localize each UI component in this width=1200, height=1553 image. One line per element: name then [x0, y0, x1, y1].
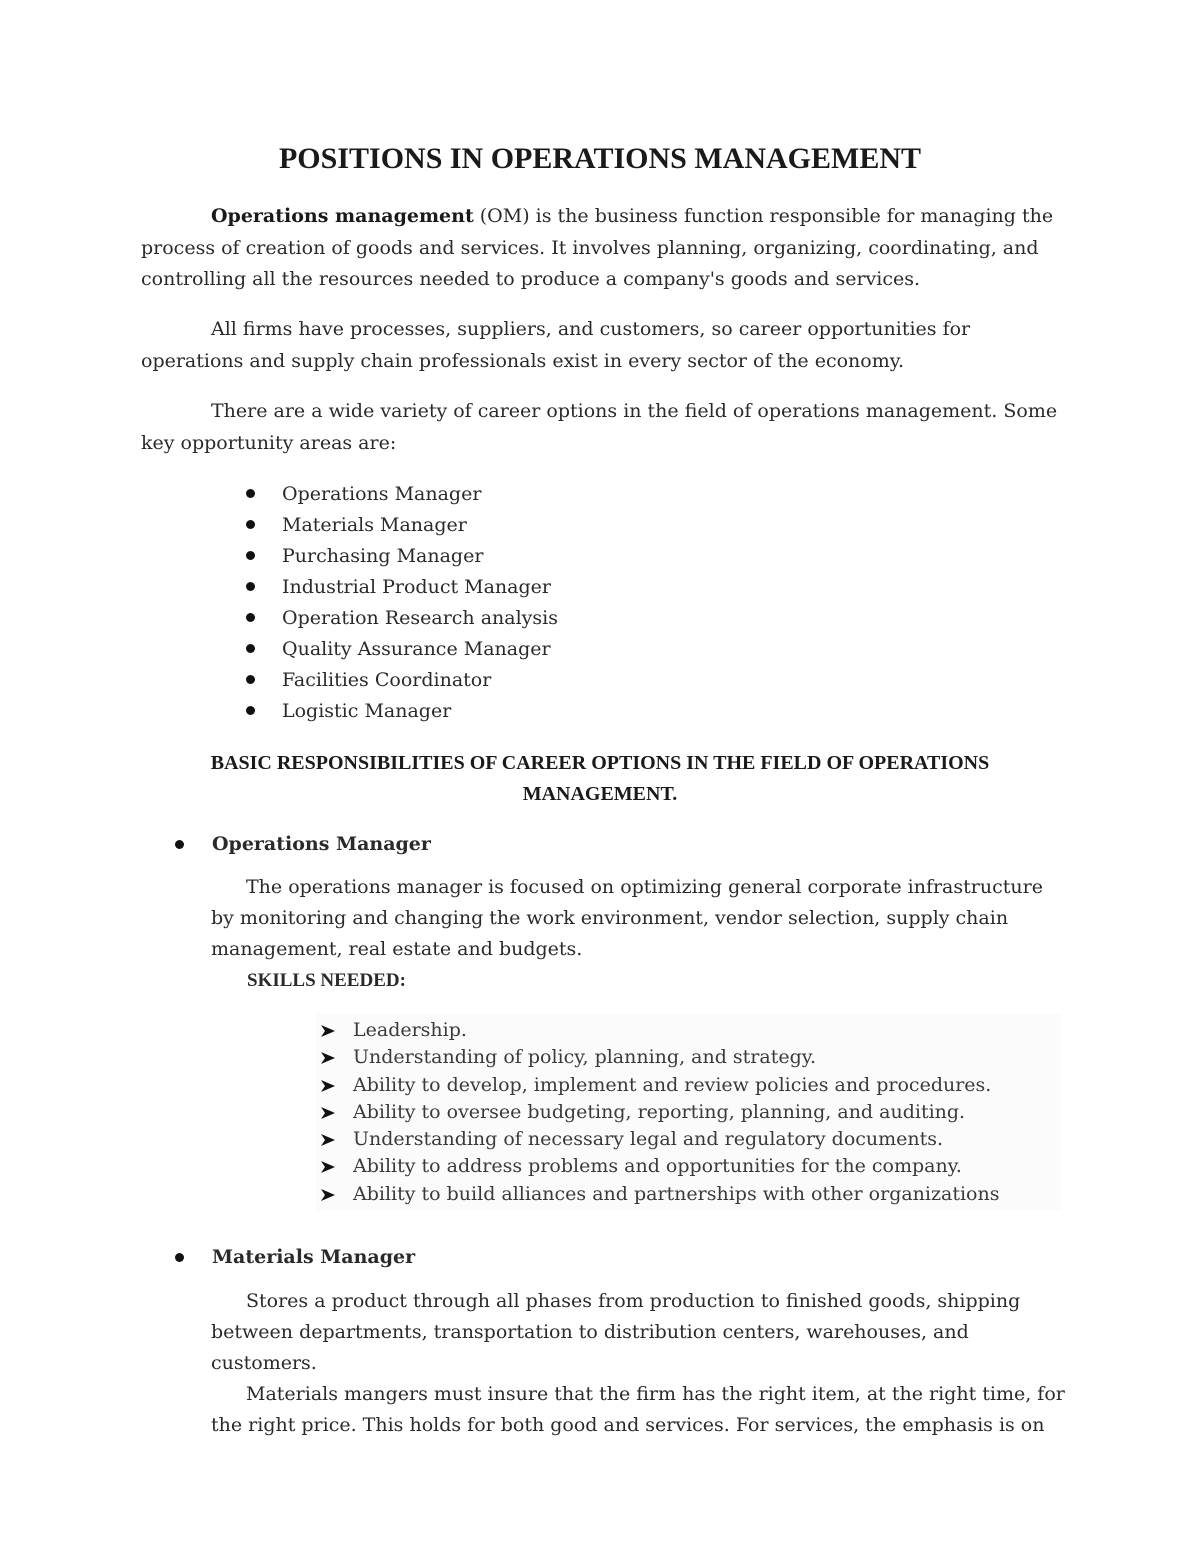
list-item-label: Industrial Product Manager [282, 576, 551, 598]
section-heading [130, 748, 1070, 810]
bullet-icon [246, 613, 255, 622]
arrow-bullet-icon [320, 1160, 336, 1174]
skill-label: Ability to develop, implement and review policies and procedures. [353, 1073, 992, 1096]
paragraph-career-opportunities [141, 314, 1066, 377]
intro-paragraph [141, 201, 1066, 296]
skill-label: Ability to oversee budgeting, reporting, planning, and auditing. [353, 1100, 966, 1123]
role-description-text: Materials mangers must insure that the firm has the right item, at the right time, for the right price. This holds for both good and services. For services, the emphasis is on [211, 1383, 1065, 1436]
role-title-label: Operations Manager [212, 833, 431, 855]
arrow-bullet-icon [320, 1106, 336, 1120]
list-item-label: Materials Manager [282, 514, 467, 536]
list-item-label: Quality Assurance Manager [282, 638, 551, 660]
bullet-icon [175, 840, 184, 849]
list-item [318, 1044, 999, 1071]
arrow-bullet-icon [320, 1133, 336, 1147]
role-description-materials-manager [211, 1286, 1071, 1441]
section-heading-line2: MANAGEMENT. [522, 783, 678, 805]
paragraph-career-options [141, 396, 1066, 459]
skill-label: Understanding of policy, planning, and strategy. [353, 1046, 817, 1069]
list-item [318, 1072, 999, 1099]
list-item-label: Logistic Manager [282, 700, 452, 722]
list-item [244, 541, 558, 572]
bullet-icon [246, 551, 255, 560]
intro-bold-term: Operations management [211, 205, 474, 227]
skill-label: Leadership. [353, 1019, 467, 1041]
intro-text: (OM) is the business function responsible for managing the process of creation of goods and services. It involves planning, organizing, coordinating, and controlling all the resources needed to produce a company's goods and services. [141, 205, 1054, 290]
list-item [244, 696, 558, 727]
arrow-bullet-icon [320, 1024, 336, 1038]
skill-label: Ability to build alliances and partnerships with other organizations [353, 1182, 1000, 1205]
paragraph-text: There are a wide variety of career options in the field of operations management. Some key opportunity areas are: [141, 400, 1058, 454]
arrow-bullet-icon [320, 1079, 336, 1093]
bullet-icon [246, 582, 255, 591]
skill-label: Understanding of necessary legal and regulatory documents. [353, 1128, 944, 1151]
positions-list [244, 479, 558, 727]
list-item [244, 603, 558, 634]
list-item-label: Operation Research analysis [282, 607, 558, 629]
list-item-label: Facilities Coordinator [282, 669, 492, 691]
list-item [244, 665, 558, 696]
bullet-icon [246, 489, 255, 498]
role-title-materials-manager [175, 1242, 415, 1273]
list-item [318, 1017, 999, 1044]
role-description-operations-manager [211, 872, 1071, 965]
paragraph-text: All firms have processes, suppliers, and customers, so career opportunities for operations and supply chain professionals exist in every sector of the economy. [141, 318, 971, 372]
role-title-label: Materials Manager [212, 1246, 416, 1268]
bullet-icon [246, 520, 255, 529]
bullet-icon [246, 644, 255, 653]
list-item [244, 634, 558, 665]
page-title: POSITIONS IN OPERATIONS MANAGEMENT [278, 142, 922, 175]
arrow-bullet-icon [320, 1188, 336, 1202]
list-item [318, 1153, 999, 1180]
bullet-icon [246, 675, 255, 684]
list-item [244, 572, 558, 603]
list-item [244, 510, 558, 541]
skills-list [318, 1017, 999, 1208]
role-title-operations-manager [175, 829, 431, 860]
list-item [318, 1099, 999, 1126]
list-item-label: Purchasing Manager [282, 545, 484, 567]
skill-label: Ability to address problems and opportunities for the company. [353, 1155, 962, 1178]
list-item-label: Operations Manager [282, 483, 482, 505]
list-item [244, 479, 558, 510]
arrow-bullet-icon [320, 1051, 336, 1065]
role-description-text: Stores a product through all phases from production to finished goods, shipping between departments, transportation to distribution centers, warehouses, and customers. [211, 1290, 1021, 1374]
list-item [318, 1181, 999, 1208]
skills-heading: SKILLS NEEDED: [247, 970, 406, 991]
role-description-text: The operations manager is focused on optimizing general corporate infrastructure by monitoring and changing the work environment, vendor selection, supply chain management, real estate and budgets. [211, 876, 1043, 960]
list-item [318, 1126, 999, 1153]
bullet-icon [246, 706, 255, 715]
bullet-icon [175, 1253, 184, 1262]
section-heading-line1: BASIC RESPONSIBILITIES OF CAREER OPTIONS IN THE FIELD OF OPERATIONS [210, 752, 990, 774]
